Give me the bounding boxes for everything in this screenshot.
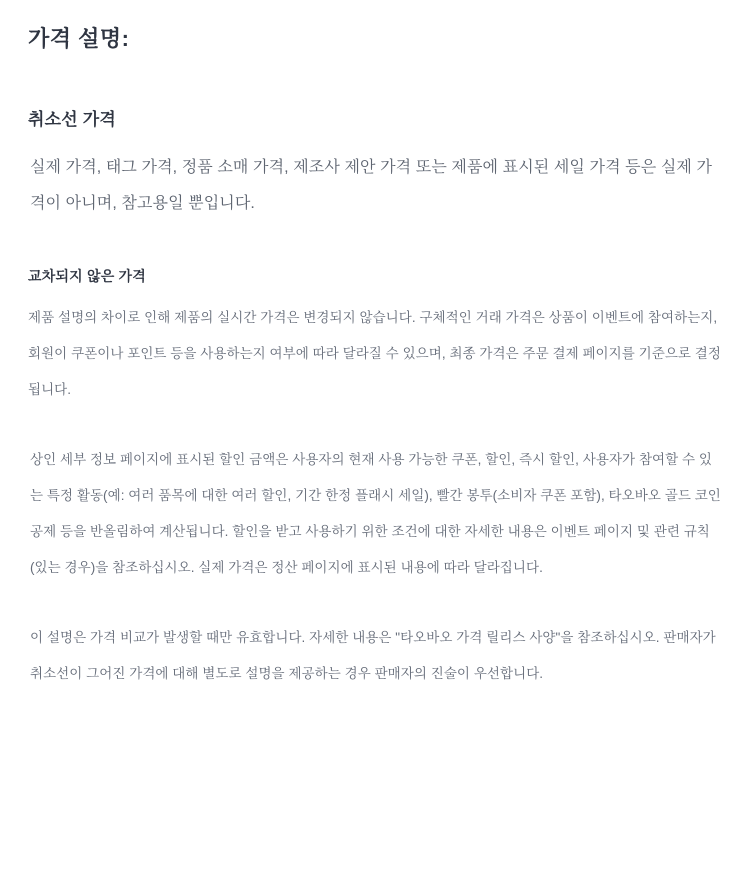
section-heading-non-crossed-price: 교차되지 않은 가격	[28, 268, 146, 284]
page-title: 가격 설명:	[28, 26, 130, 51]
strikethrough-price-description: 실제 가격, 태그 가격, 정품 소매 가격, 제조사 제안 가격 또는 제품에 표시된 세일 가격 등은 실제 가격이 아니며, 참고용일 뿐입니다.	[30, 159, 713, 212]
section-heading-strikethrough-price: 취소선 가격	[28, 110, 117, 129]
non-crossed-price-paragraph-1: 제품 설명의 차이로 인해 제품의 실시간 가격은 변경되지 않습니다. 구체적인 거래 가격은 상품이 이벤트에 참여하는지, 회원이 쿠폰이나 포인트 등을 사용하는지 여부에 따라 달라질 수 있으며, 최종 가격은 주문 결제 페이지를 기준으로 결정됩니다.	[28, 310, 721, 397]
section-strikethrough-price	[26, 105, 724, 222]
section-non-crossed-price	[26, 266, 724, 692]
non-crossed-price-paragraph-3: 이 설명은 가격 비교가 발생할 때만 유효합니다. 자세한 내용은 "타오바오 가격 릴리스 사양"을 참조하십시오. 판매자가 취소선이 그어진 가격에 대해 별도로 설명을 제공하는 경우 판매자의 진술이 우선합니다.	[30, 630, 716, 681]
non-crossed-price-paragraph-2: 상인 세부 정보 페이지에 표시된 할인 금액은 사용자의 현재 사용 가능한 쿠폰, 할인, 즉시 할인, 사용자가 참여할 수 있는 특정 활동(예: 여러 품목에 대한 여러 할인, 기간 한정 플래시 세일), 빨간 봉투(소비자 쿠폰 포함), 타오바오 골드 코인 공제 등을 반올림하여 계산됩니다. 할인을 받고 사용하기 위한 조건에 대한 자세한 내용은 이벤트 페이지 및 관련 규칙(있는 경우)을 참조하십시오. 실제 가격은 정산 페이지에 표시된 내용에 따라 달라집니다.	[30, 452, 721, 575]
